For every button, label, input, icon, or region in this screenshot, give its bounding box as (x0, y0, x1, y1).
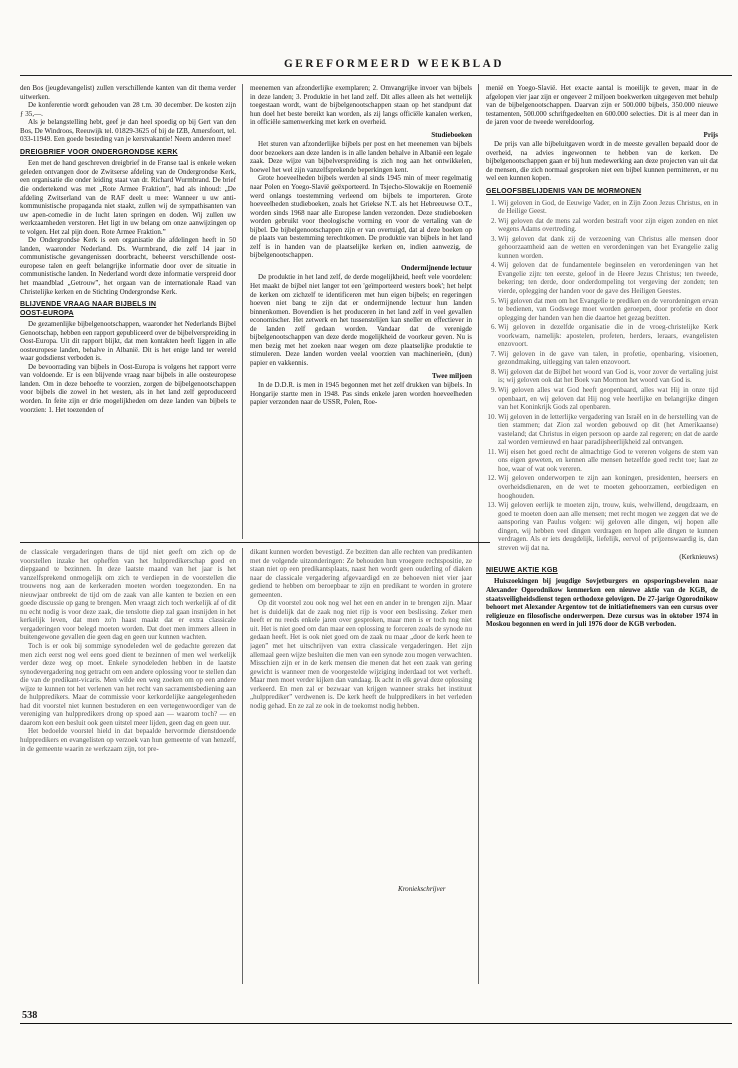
subheading-twee-miljoen: Twee miljoen (432, 371, 472, 380)
column-2 (250, 84, 472, 540)
col3-paragraph-3: Huiszoekingen bij jeugdige Sovjetburgers en opsporingsbevelen naar Alexander Ogorodnikow kenmerken een nieuwe aktie van de KGB, de staatsveiligheidsdienst tegen orthodoxe gelovigen. De 27-jarige Ogorodnikow behoort met Alexander Argentow tot de initiatiefnemers van een cursus over religieuze en filosofische onderwerpen. Deze cursus was in oktober 1974 in Moskou begonnen en werd in juli 1976 door de KGB verboden. (486, 577, 718, 629)
column-divider-2 (478, 84, 479, 984)
masthead: GEREFORMEERD WEEKBLAD (283, 58, 505, 70)
col1-paragraph-1: den Bos (jeugdevangelist) zullen verschillende kanten van dit thema verder uitwerken. (20, 84, 236, 101)
lower-column-1 (20, 548, 236, 998)
lower1-paragraph-1: de classicale vergaderingen thans de tijd niet geeft om zich op de voorstellen inzake het opheffen van het hulppredikerschap goed en diepgaand te bezinnen. In deze laatste maand van het jaar is het vanzelfsprekend onmogelijk om zich te verdiepen in de voorstellen die trouwens nog aan de kerkeraden moeten worden toegezonden. En na nieuwjaar ontbreekt de tijd om de zaak van alle kanten te bezien en een goede discussie op gang te brengen. Men vraagt zich toch werkelijk af of dit nu echt nodig is voor deze zaak, die tenslotte diep zal gaan insnijden in het kerkelijk leven, dat men zo'n haast maakt dat er extra classicale vergaderingen voor belegd moeten worden. Dat doet men immers alleen in buitengewone gevallen die geen dag en geen uur kunnen wachten. (20, 548, 236, 642)
confession-item: 1. Wij geloven in God, de Eeuwige Vader, en in Zijn Zoon Jezus Christus, en in de Heilige Geest. (498, 199, 718, 216)
subheading-studieboeken: Studieboeken (431, 130, 472, 139)
confession-item: 9. Wij geloven alles wat God heeft geopenbaard, alles wat Hij in onze tijd openbaart, en wij geloven dat Hij nog vele heerlijke en belangrijke dingen van het Koninkrijk Gods zal openbaren. (498, 386, 718, 412)
col1-paragraph-3: Als je belangstelling hebt, geef je dan heel spoedig op bij Gert van den Bos, De Windroos, Reeuwijk tel. 01829-3625 of bij de IZB, Amersfoort, tel. 033-11949. Een goede besteding van je kerstvakantie! Neem anderen mee! (20, 118, 236, 144)
col2-paragraph-2: Het sturen van afzonderlijke bijbels per post en het meenemen van bijbels door bezoekers aan deze landen is in alle landen behalve in Albanië een legale zaak. Deze wijze van bijbelverspreiding is zich nog aan het ontwikkelen, hoewel het wel zijn vanzelfsprekende beperkingen kent. (250, 140, 472, 174)
confession-item: 2. Wij geloven dat de mens zal worden bestraft voor zijn eigen zonden en niet wegens Adams overtreding. (498, 217, 718, 234)
lower2-paragraph-1: dikant kunnen worden bevestigd. Ze bezitten dan alle rechten van predikanten met de volgende uitzonderingen: Ze behouden hun vroegere rechtspositie, ze staan niet op een predikantsplaats, naast hen wordt geen ouderling of diaken naar de classicale vergadering afgevaardigd en ze behoeven niet vier jaar gediend te hebben om beroepbaar te zijn en predikant te worden in grotere gemeenten. (250, 548, 472, 599)
col3-paragraph-2: De prijs van alle bijbeluitgaven wordt in de meeste gevallen bepaald door de overheid, na advies ingewonnen te hebben van de kerken. De bijbelgenootschappen gaan er bij hun medewerking aan deze projecten van uit dat de mensen, die zich normaal gesproken niet een bijbel kunnen permitteren, er nu wel een kunnen kopen. (486, 140, 718, 183)
confession-item: 10. Wij geloven in de letterlijke vergadering van Israël en in de herstelling van de tien stammen; dat Zion zal worden gebouwd op dit (het Amerikaanse) vasteland; dat Christus in eigen persoon op aarde zal regeren; en dat de aarde zal worden vernieuwd en haar paradijsheerlijkheid zal ontvangen. (498, 413, 718, 447)
subheading-prijs: Prijs (703, 130, 718, 139)
column-3 (486, 84, 718, 1000)
heading-nieuwe-aktie-kgb: NIEUWE AKTIE KGB (486, 566, 558, 574)
heading-bijbels-line1: BLIJVENDE VRAAG NAAR BIJBELS IN (20, 301, 157, 309)
author-signature: Kroniekschrijver (398, 885, 446, 893)
confession-item: 13. Wij geloven eerlijk te moeten zijn, trouw, kuis, welwillend, deugdzaam, en goed te moeten doen aan alle mensen; met recht mogen we zeggen dat we de aansporing van Paulus volgen: wij geloven alle dingen, wij hopen alle dingen, wij hebben veel dingen verdragen en hopen alle dingen te kunnen verdragen. Als er iets deugdelijk, liefelijk, eervol of prijzenswaardig is, dan streven wij dat na. (498, 501, 718, 552)
lower-column-2 (250, 548, 472, 878)
footer-rule (20, 1023, 732, 1024)
heading-bijbels-line2: OOST-EUROPA (20, 309, 74, 317)
col1-paragraph-6: De gezamenlijke bijbelgenootschappen, waaronder het Nederlands Bijbel Genootschap, hebben een rapport gepubliceerd over de bijbelverspreiding in Oost-Europa. Uit dit rapport blijkt, dat men kontakten heeft liggen in alle oosteuropese landen, behalve in Albanië. Dit is het enige land ter wereld waar godsdienst verboden is. (20, 320, 236, 363)
col2-paragraph-1: meenemen van afzonderlijke exemplaren; 2. Omvangrijke invoer van bijbels in deze landen; 3. Produktie in het land zelf. Dit alles alleen als het wettelijk toegestaan wordt, want de bijbelgenootschappen staan op het standpunt dat hun doel het beste bereikt kan worden, als zij langs officiële kanalen werken, in officiële samenwerking met kerk en overheid. (250, 84, 472, 127)
source-credit: (Kerknieuws) (679, 553, 718, 562)
lower2-paragraph-2: Op dit voorstel zou ook nog wel het een en ander in te brengen zijn. Maar het is duidelijk dat de zaak nog niet rijp is voor een beslissing. Zeker men heeft er nu reeds enkele jaren over gesproken, maar men is er toch nog niet uit. Het is niet goed om dan maar een oplossing te forceren zoals de synode nu gedaan heeft. Het is ook niet goed om de zaak nu maar „door de kerk heen te jagen” met het uitschrijven van extra classicale vergaderingen. Het zijn allemaal geen wijze besluiten die men van een synode zou mogen verwachten. Misschien zijn er in de kerk mensen die menen dat het een zaak van gering gewicht is wanneer men de voorgestelde wijziging inderdaad tot wet verheft. Maar men moet verder kijken dan vandaag. Ik acht in elk geval deze oplossing verkeerd. En men zal er bezwaar van krijgen wanneer straks het instituut „hulpprediker” verdwenen is. De kerk heeft de hulppredikers in het verleden nodig gehad. En ze zal ze ook in de toekomst nodig hebben. (250, 599, 472, 710)
confession-item: 6. Wij geloven in dezelfde organisatie die in de vroeg-christelijke Kerk voorkwam, namelijk: apostelen, profeten, herders, leraars, evangelisten enzovoort. (498, 323, 718, 349)
column-1 (20, 84, 236, 540)
col1-paragraph-7: De bevoorrading van bijbels in Oost-Europa is volgens het rapport verre van voldoende. Er is een blijvende vraag naar bijbels in alle oosteuropese landen. Om in deze behoefte te voorzien, zorgen de bijbelgenootschappen voor bijbels die zowel in het westen, als in het land zelf geproduceerd worden. In feite zijn er drie mogelijkheden om deze landen van bijbels te voorzien: 1. Het toezenden of (20, 362, 236, 414)
lower1-paragraph-3: Het bedoelde voorstel hield in dat bepaalde hervormde dienstdoende hulppredikers en evangelisten op verzoek van hun gemeente of van henzelf, in de gemeente waarin ze werkzaam zijn, tot pre- (20, 727, 236, 753)
lower1-paragraph-2: Toch is er ook bij sommige synodeleden wel de gedachte gerezen dat men zich eerst nog wel eens goed dient te bezinnen of men wel werkelijk verder deze weg op moet. Enkele synodeleden hebben in de laatste synodevergadering nog getracht om een andere oplossing voor te stellen dan die van de predikant-vicaris. Men wilde een weg zoeken om op een andere wijze te kunnen tot het verlenen van het recht van sacramentsbediening aan de hulppredikers. Maar de commissie voor kerkordelijke aangelegenheden had dit voorstel niet kunnen bestuderen en een vertegenwoordiger van de vereniging van hulppredikers drong op spoed aan — waarom toch? — en daarom kon een besluit ook geen uitstel meer lijden, geen dag en geen uur. (20, 642, 236, 727)
confession-item: 3. Wij geloven dat dank zij de verzoening van Christus alle mensen door gehoorzaamheid aan de wetten en verordeningen van het Evangelie zalig kunnen worden. (498, 235, 718, 261)
confession-item: 8. Wij geloven dat de Bijbel het woord van God is, voor zover de vertaling juist is; wij geloven ook dat het Boek van Mormon het woord van God is. (498, 368, 718, 385)
section-rule (20, 542, 490, 543)
confession-list (486, 199, 718, 553)
confession-item: 11. Wij eisen het goed recht de almachtige God te vereren volgens de stem van ons eigen geweten, en kennen alle mensen hetzelfde goed recht toe; laat ze hoe, waar of wat ook vereren. (498, 448, 718, 474)
confession-item: 12. Wij geloven onderworpen te zijn aan koningen, presidenten, heersers en overheidsdienaren, en de wet te moeten gehoorzamen, eerbiedigen en hooghouden. (498, 474, 718, 500)
confession-item: 7. Wij geloven in de gave van talen, in profetie, openbaring, visioenen, gezondmaking, uitlegging van talen enzovoort. (498, 350, 718, 367)
col1-paragraph-5: De Ondergrondse Kerk is een organisatie die afdelingen heeft in 50 landen, waaronder Nederland. Ds. Wurmbrand, die zelf 14 jaar in communistische gevangenissen doorbracht, beheerst verschillende oost-europese talen en geeft belangrijke informatie door over de situatie in communistische landen. In Nederland wordt deze informatie verspreid door het maandblad „Getrouw”, het orgaan van de internationale Raad van Christelijke kerken en de Stichting Ondergrondse Kerk. (20, 236, 236, 296)
heading-dreigbrief: DREIGBRIEF VOOR ONDERGRONDSE KERK (20, 148, 178, 156)
column-divider-1 (242, 84, 243, 539)
col2-paragraph-3: Grote hoeveelheden bijbels werden al sinds 1945 min of meer regelmatig naar Polen en Yoego-Slavië geëxporteerd. In Tsjecho-Slowakije en Roemenië werd onlangs toestemming verleend om bijbels te importeren. Grote hoeveelheden studieboeken, zoals het Griekse N.T. als het Hebreeuwse O.T., worden sinds 1968 naar alle Europese landen verzonden. Deze studieboeken worden gebruikt voor theologische vorming en voor de vertaling van de bijbel. De bijbelgenootschappen zijn er van overtuigd, dat al deze boeken op de plaats van bestemming terechtkomen. De produktie van bijbels in het land zelf is in handen van de plaatselijke kerken en, indien aanwezig, de bijbelgenootschappen. (250, 174, 472, 260)
heading-geloofsbelijdenis: GELOOFSBELIJDENIS VAN DE MORMONEN (486, 188, 642, 196)
col2-paragraph-4: De produktie in het land zelf, de derde mogelijkheid, heeft vele voordelen: Het maakt de bijbel niet langer tot een 'geïmporteerd westers boek'; het helpt de kerken om zichzelf te identificeren met hun eigen bijbels; en regeringen hoeven niet bang te zijn dat er ondermijnende lectuur hun landen binnenkomen. Bovendien is het produceren in het land zelf in veel gevallen economischer. Het zetwerk en het tussenstelijen kan sneller en effectiever in de landen zelf gedaan worden. Vandaar dat de verenigde bijbelgenootschappen van deze derde mogelijkheid de voorkeur geven. Nu is men bezig met het zoeken naar wegen om deze plaatselijke produktie te stimuleren. Deze landen worden veelal voorzien van machinerieën, (dun) papier en vakkennis. (250, 273, 472, 367)
subheading-ondermijnende-lectuur: Ondermijnende lectuur (400, 263, 472, 272)
col1-paragraph-4: Een met de hand geschreven dreigbrief in de Franse taal is enkele weken geleden ontvangen door de Zwitserse afdeling van de Ondergrondse Kerk, een organisatie die onder leiding staat van dr. Richard Wurmbrand. De brief die ondertekend was met „Rote Armee Fraktion”, had als inhoud: „De afdeling Zwitserland van de RAF deelt u mee: Wanneer u uw anti-kommunistische propaganda niet staakt, zullen wij de sympathisanten van uw apen-comedie in de lucht laten springen en doden. Wij zullen uw werkzaamheden verstoren. Het ligt in uw belang om onze aanwijzingen op te volgen. Het zal pijn doen. Rote Armee Fraktion.” (20, 159, 236, 236)
page-number: 538 (22, 1010, 38, 1021)
confession-item: 4. Wij geloven dat de fundamentele beginselen en verordeningen van het Evangelie zijn: ten eerste, geloof in de Heere Jezus Christus; ten tweede, bekering; ten derde, door onderdompeling tot vergeving der zonden; ten vierde, oplegging der handen voor de gave des Heiligen Geestes. (498, 261, 718, 295)
column-divider-3 (242, 548, 243, 984)
col3-paragraph-1: menië en Yoego-Slavië. Het exacte aantal is moeilijk te geven, maar in de afgelopen vier jaar zijn er ongeveer 2 miljoen boekwerken uitgegeven met behulp van de bijbelgenootschappen. Daarvan zijn er 500.000 bijbels, 350.000 nieuwe testamenten, 500.000 schriftgedeelten en 600.000 selecties. Dit is al meer dan in de jaren voor de tweede wereldoorlog. (486, 84, 718, 127)
confession-item: 5. Wij geloven dat men om het Evangelie te prediken en de verordeningen ervan te bedienen, van Godswege moet worden geroepen, door profetie en door oplegging der handen van hen die daartoe het gezag bezitten. (498, 297, 718, 323)
col2-paragraph-5: In de D.D.R. is men in 1945 begonnen met het zelf drukken van bijbels. In Hongarije startte men in 1948. Pas sinds enkele jaren worden hoeveelheden papier verzonden naar de USSR, Polen, Roe- (250, 381, 472, 407)
header-rule (20, 75, 732, 76)
col1-paragraph-2: De konferentie wordt gehouden van 28 t.m. 30 december. De kosten zijn ƒ 35,—. (20, 101, 236, 118)
